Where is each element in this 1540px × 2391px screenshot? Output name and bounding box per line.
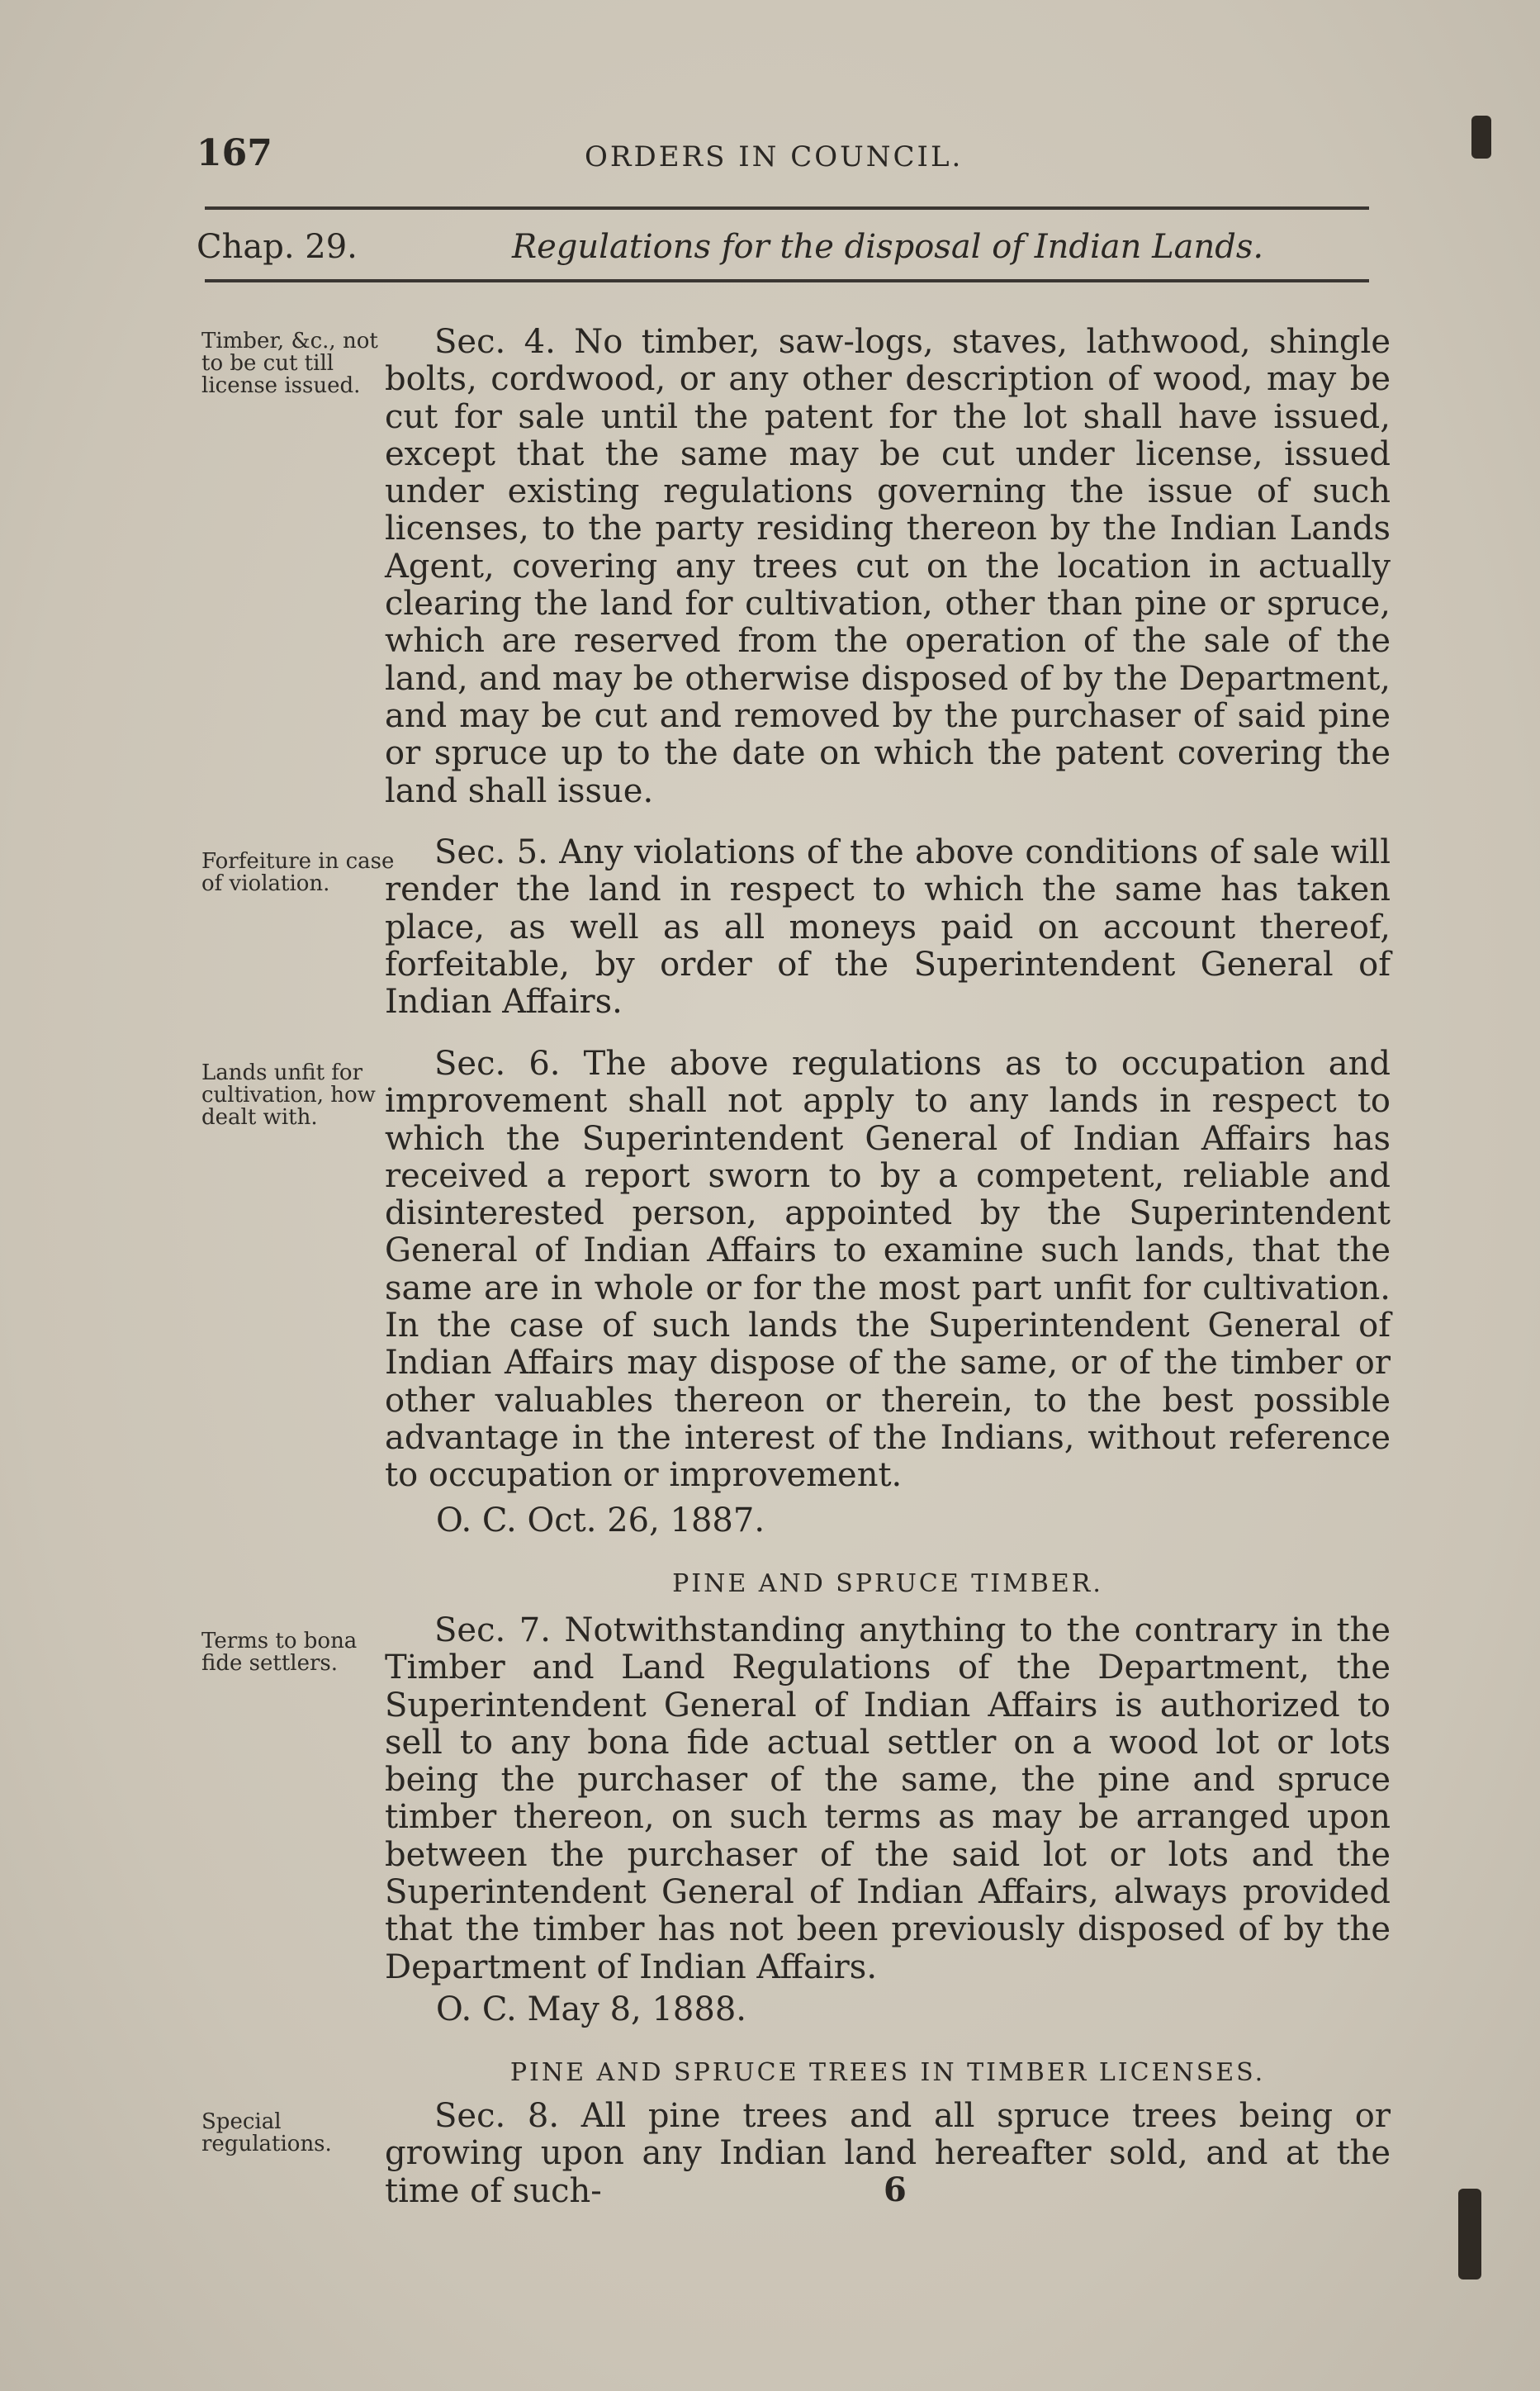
section-label: Sec. 8. [434,2097,560,2135]
binding-tab-icon [1471,116,1491,159]
margin-note-sec-8: Special regulations. [201,2109,332,2156]
margin-note-sec-4: Timber, &c., not to be cut till license issued. [201,329,378,398]
order-in-council-date: O. C. Oct. 26, 1887. [436,1501,765,1539]
section-text: No timber, saw-logs, staves, lathwood, shingle bolts, cordwood, or any other description of wood, may be cut for sale until the patent for the lot shall have issued, except that the same may be cut under license, issued under existing regulations governing the issue of such licenses, to the party residing thereon by the Indian Lands Agent, covering any trees cut on the location in actually clearing the land for cultivation, other than pine or spruce, which are reserved from the operation of the sale of the land, and may be otherwise disposed of by the Department, and may be cut and removed by the purchaser of said pine or spruce up to the date on which the patent covering the land shall issue. [385,323,1391,810]
binding-tab-icon [1458,2189,1481,2280]
chapter-label: Chap. 29. [197,228,358,266]
section-6 [385,1046,1391,1495]
section-text: Notwithstanding anything to the contrary in the Timber and Land Regulations of the Department, the Superintendent General of Indian Affairs is authorized to sell to any bona fide actual settler on a wood lot or lots being the purchaser of the same, the pine and spruce timber thereon, on such terms as may be arranged upon between the purchaser of the said lot or lots and the Superintendent General of Indian Affairs, always provided that the timber has not been previously disposed of by the Department of Indian Affairs. [385,1611,1391,1986]
section-heading: PINE AND SPRUCE TIMBER. [672,1569,1103,1598]
section-label: Sec. 5. [434,833,548,871]
section-text: All pine trees and all spruce trees being or growing upon any Indian land hereafter sold, and at the time of such- [385,2097,1391,2210]
order-in-council-date: O. C. May 8, 1888. [436,1990,746,2028]
section-5 [385,834,1391,1021]
chapter-title: Regulations for the disposal of Indian Lands. [512,228,1264,266]
section-label: Sec. 7. [434,1611,551,1649]
section-label: Sec. 4. [434,323,556,361]
running-header [197,132,1369,182]
section-7 [385,1612,1391,1986]
signature-mark: 6 [884,2170,907,2209]
section-text: Any violations of the above conditions of sale will render the land in respect to which the same has taken place, as well as all moneys paid on account thereof, forfeitable, by order of the Superintendent General of Indian Affairs. [385,833,1391,1022]
running-title: ORDERS IN COUNCIL. [585,140,964,173]
section-text: The above regulations as to occupation and improvement shall not apply to any lands in respect to which the Superintendent General of Indian Affairs has received a report sworn to by a competent, reliable and disinterested person, appointed by the Superintendent General of Indian Affairs to examine such lands, that the same are in whole or for the most part unfit for cultivation. In the case of such lands the Superintendent General of Indian Affairs may dispose of the same, or of the timber or other valuables thereon or therein, to the best possible advantage in the interest of the Indians, without reference to occupation or improvement. [385,1045,1391,1495]
margin-note-sec-7: Terms to bona fide settlers. [201,1629,358,1676]
margin-note-sec-6: Lands unfit for cultivation, how dealt with. [201,1060,376,1130]
section-4 [385,324,1391,810]
header-rule-bottom [205,279,1369,282]
section-label: Sec. 6. [434,1045,561,1083]
margin-note-sec-5: Forfeiture in case of violation. [201,849,395,896]
header-rule-top [205,206,1369,210]
page-number: 167 [197,132,272,174]
section-heading: PINE AND SPRUCE TREES IN TIMBER LICENSES. [509,2058,1266,2087]
